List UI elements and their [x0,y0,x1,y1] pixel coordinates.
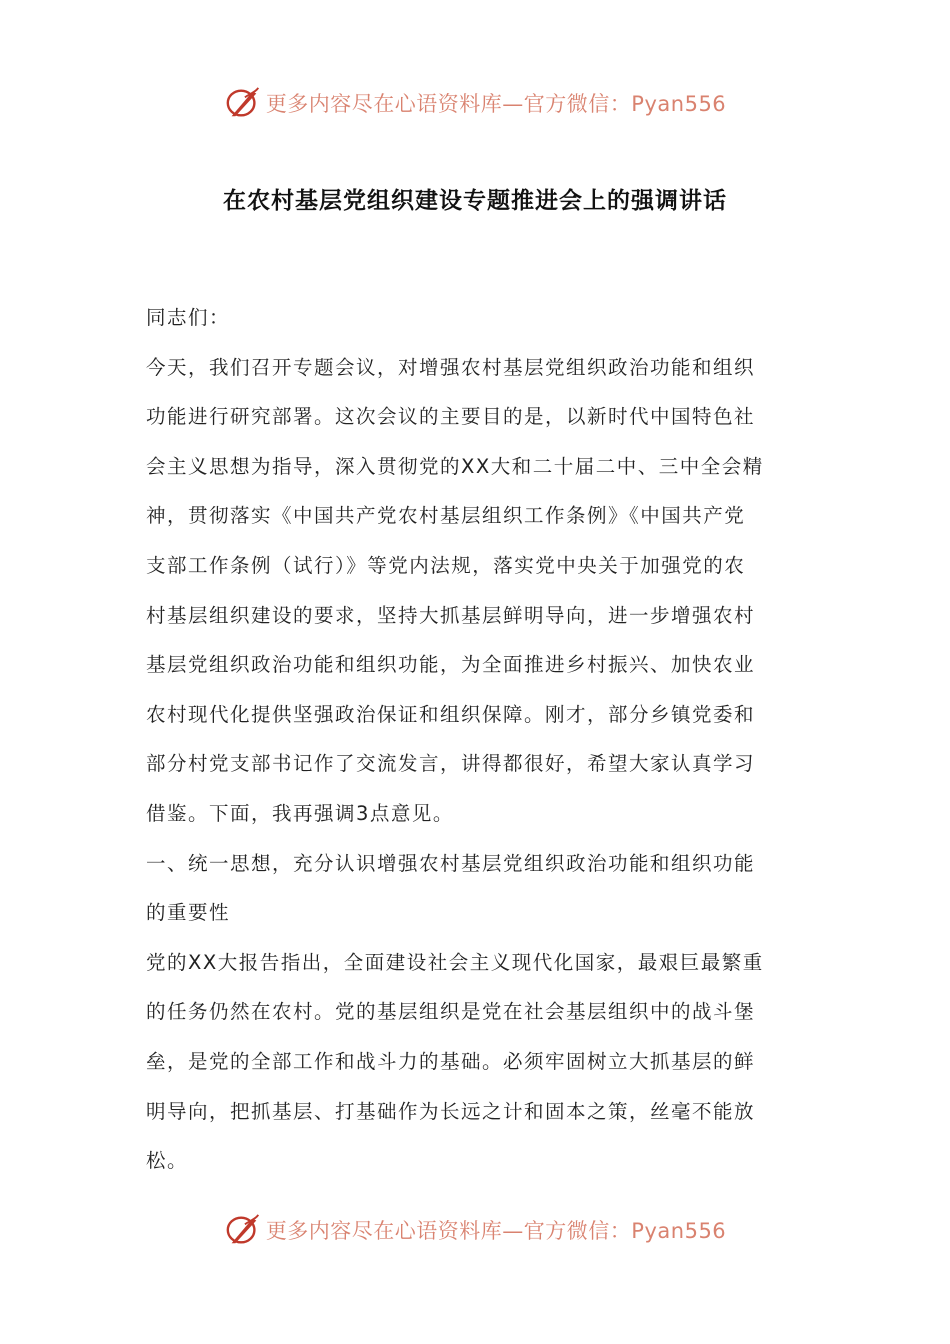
body-line: 功能进行研究部署。这次会议的主要目的是，以新时代中国特色社 [146,405,756,429]
body-line: 支部工作条例（试行）》等党内法规，落实党中央关于加强党的农 [146,553,746,577]
body-line: 基层党组织政治功能和组织功能，为全面推进乡村振兴、加快农业 [146,653,756,677]
body-line: 借鉴。下面，我再强调3点意见。 [146,801,454,825]
body-line: 农村现代化提供坚强政治保证和组织保障。刚才，部分乡镇党委和 [146,702,756,726]
body-line: 松。 [146,1149,189,1173]
quill-logo-icon [224,84,262,122]
footer-banner [0,1210,950,1250]
document-body [146,293,806,1186]
body-line: 明导向，把抓基层、打基础作为长远之计和固本之策，丝毫不能放 [146,1099,756,1123]
document-title: 在农村基层党组织建设专题推进会上的强调讲话 [223,188,727,214]
section-heading-line: 的重要性 [146,901,231,925]
header-banner [0,83,950,123]
body-line: 的任务仍然在农村。党的基层组织是党在社会基层组织中的战斗堡 [146,1000,756,1024]
header-banner-text: 更多内容尽在心语资料库—官方微信：Pyan556 [265,92,727,116]
body-line: 神，贯彻落实《中国共产党农村基层组织工作条例》《中国共产党 [146,504,746,528]
section-heading-line: 一、统一思想，充分认识增强农村基层党组织政治功能和组织功能 [146,851,756,875]
footer-banner-text: 更多内容尽在心语资料库—官方微信：Pyan556 [265,1219,727,1243]
quill-logo-icon [224,1211,262,1249]
body-line: 会主义思想为指导，深入贯彻党的XX大和二十届二中、三中全会精 [146,454,764,478]
body-line: 党的XX大报告指出，全面建设社会主义现代化国家，最艰巨最繁重 [146,950,764,974]
body-line: 同志们： [146,306,231,329]
body-line: 部分村党支部书记作了交流发言，讲得都很好，希望大家认真学习 [146,752,756,776]
body-line: 垒，是党的全部工作和战斗力的基础。必须牢固树立大抓基层的鲜 [146,1049,756,1073]
body-line: 今天，我们召开专题会议，对增强农村基层党组织政治功能和组织 [146,355,756,379]
body-line: 村基层组织建设的要求，坚持大抓基层鲜明导向，进一步增强农村 [146,603,756,627]
